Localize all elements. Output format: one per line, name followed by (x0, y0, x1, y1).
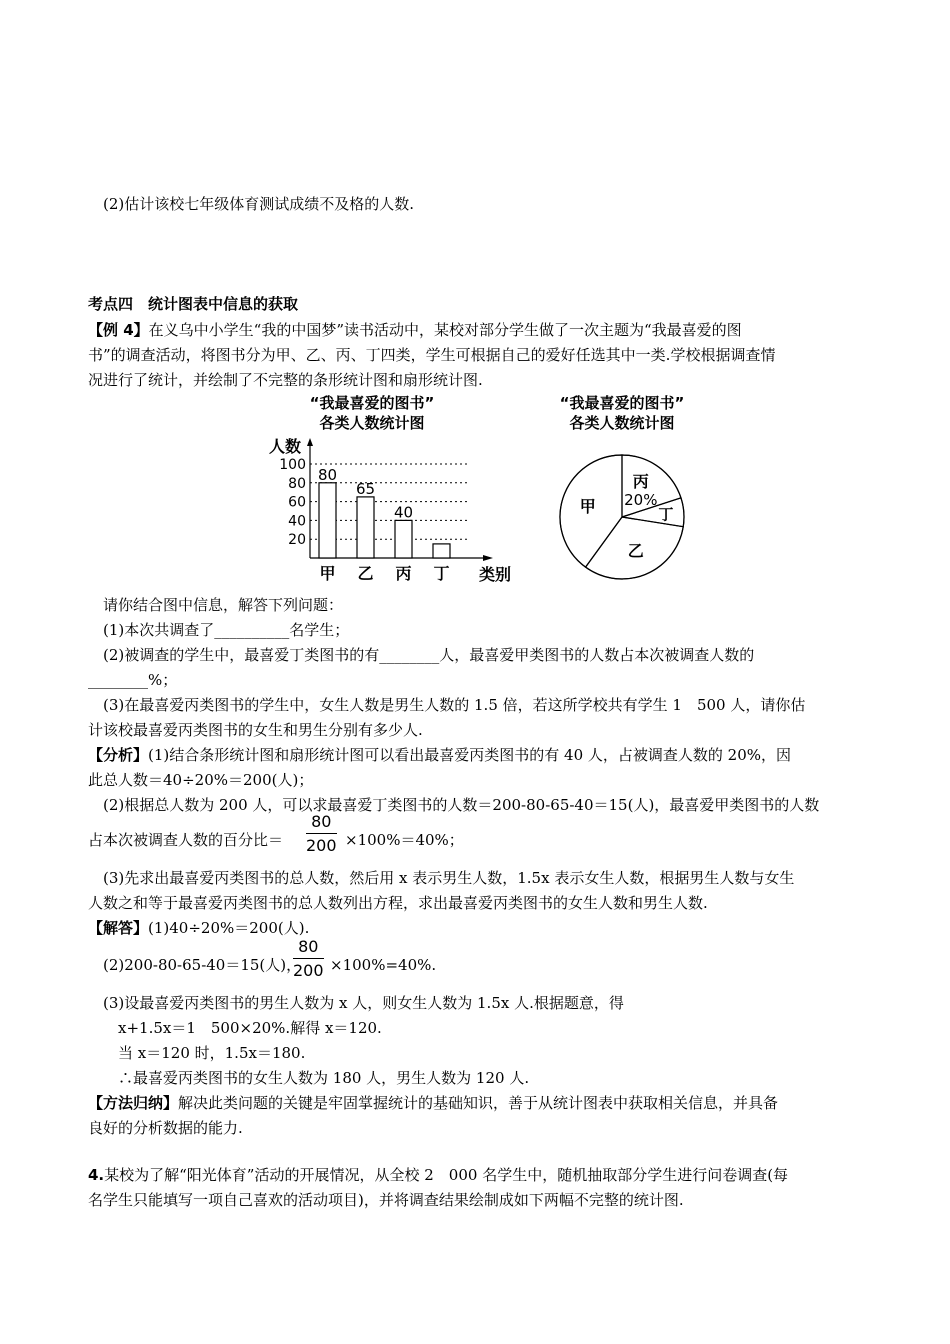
y-axis-label: 人数 (268, 437, 302, 456)
pie-label: 甲 (579, 496, 596, 516)
example-tag: 【例 4】 (88, 321, 149, 339)
analysis-line-3: (2)根据总人数为 200 人，可以求最喜爱丁类图书的人数＝200-80-65-40＝15(人)，最喜爱甲类图书的人数 (103, 796, 820, 814)
question-2-line-1: (2)被调查的学生中，最喜爱丁类图书的有________人，最喜爱甲类图书的人数占本次被调查人数的 (103, 646, 755, 664)
analysis-line-4-tail: ×100%＝40%； (345, 831, 464, 849)
analysis-fraction-denominator: 200 (306, 836, 337, 855)
bar (395, 520, 412, 558)
problem-4-line-1 (88, 1165, 788, 1185)
analysis-fraction-numerator: 80 (306, 812, 337, 834)
analysis-line-5: (3)先求出最喜爱丙类图书的总人数，然后用 x 表示男生人数，1.5x 表示女生人数，根据男生人数与女生 (103, 869, 795, 887)
answer-fraction-denominator: 200 (293, 961, 324, 980)
bar (357, 497, 374, 558)
pie-label: 丙 (632, 472, 649, 492)
example-line-3: 况进行了统计，并绘制了不完整的条形统计图和扇形统计图. (88, 371, 483, 389)
example-text-1: 在义乌中小学生“我的中国梦”读书活动中，某校对部分学生做了一次主题为“我最喜爱的图 (148, 321, 742, 339)
method-text-1: 解决此类问题的关键是牢固掌握统计的基础知识，善于从统计图表中获取相关信息，并具备 (178, 1094, 779, 1112)
pie-chart-title (522, 393, 722, 433)
pie-chart (555, 450, 690, 585)
question-1: (1)本次共调查了__________名学生； (103, 621, 350, 639)
x-axis-arrow (483, 555, 493, 561)
analysis-text-1: (1)结合条形统计图和扇形统计图可以看出最喜爱丙类图书的有 40 人，占被调查人数的 20%，因 (148, 746, 791, 764)
answer-line-5: 当 x＝120 时，1.5x＝180. (118, 1044, 306, 1062)
question-2-line-2: ________%； (88, 671, 178, 689)
y-tick-label: 60 (288, 494, 306, 511)
y-tick-label: 80 (288, 475, 306, 492)
x-tick-label: 丙 (395, 564, 412, 583)
analysis-text-4: 占本次被调查人数的百分比＝ (88, 831, 284, 849)
bar-data-label: 65 (355, 479, 376, 498)
answer-line-1 (88, 918, 309, 938)
problem-4-number: 4. (88, 1166, 105, 1184)
pie-chart-title-line-2: 各类人数统计图 (569, 414, 675, 432)
method-line-1 (88, 1093, 778, 1113)
x-tick-label: 乙 (357, 564, 374, 583)
y-axis-arrow (307, 438, 313, 446)
previous-question-2: (2)估计该校七年级体育测试成绩不及格的人数. (103, 195, 415, 213)
bar-chart-title-line-1: “我最喜爱的图书” (309, 394, 435, 412)
question-3-line-2: 计该校最喜爱丙类图书的女生和男生分别有多少人. (88, 721, 423, 739)
answer-tag: 【解答】 (88, 919, 149, 937)
section-title: 考点四 统计图表中信息的获取 (88, 295, 299, 313)
example-line-2: 书”的调查活动，将图书分为甲、乙、丙、丁四类，学生可根据自己的爱好任选其中一类.学校根据调查情 (88, 346, 776, 364)
bar (319, 483, 336, 558)
x-axis-label: 类别 (478, 565, 512, 584)
analysis-line-4 (88, 830, 283, 850)
answer-line-3: (3)设最喜爱丙类图书的男生人数为 x 人，则女生人数为 1.5x 人.根据题意，得 (103, 994, 624, 1012)
problem-4-line-2: 名学生只能填写一项自己喜欢的活动项目)，并将调查结果绘制成如下两幅不完整的统计图. (88, 1191, 684, 1209)
bar-chart (255, 430, 525, 590)
analysis-line-2: 此总人数＝40÷20%＝200(人)； (88, 771, 314, 789)
y-tick-label: 40 (288, 513, 306, 530)
method-line-2: 良好的分析数据的能力. (88, 1119, 243, 1137)
y-tick-label: 20 (288, 532, 306, 549)
pie-chart-title-line-1: “我最喜爱的图书” (559, 394, 685, 412)
bar-data-label: 80 (317, 465, 338, 484)
bar-chart-title (262, 393, 482, 433)
answer-line-2: (2)200-80-65-40＝15(人)， (103, 956, 302, 974)
answer-line-2-tail: ×100%=40%. (330, 956, 437, 974)
problem-4-text-1: 某校为了解“阳光体育”活动的开展情况，从全校 2 000 名学生中，随机抽取部分学生进行问卷调查(每 (104, 1166, 789, 1184)
answer-line-6: ∴最喜爱丙类图书的女生人数为 180 人，男生人数为 120 人. (118, 1069, 530, 1087)
y-tick-label: 100 (279, 457, 306, 473)
analysis-line-1 (88, 745, 791, 765)
method-tag: 【方法归纳】 (88, 1094, 179, 1112)
pie-label: 丁 (658, 505, 674, 524)
answer-line-4: x+1.5x＝1 500×20%.解得 x＝120. (118, 1019, 382, 1037)
bar (433, 544, 450, 558)
example-line-1 (88, 320, 742, 340)
answer-fraction-numerator: 80 (293, 937, 324, 959)
prompt: 请你结合图中信息，解答下列问题： (103, 596, 344, 614)
question-3-line-1: (3)在最喜爱丙类图书的学生中，女生人数是男生人数的 1.5 倍，若这所学校共有学生 1 500 人，请你估 (103, 696, 806, 714)
analysis-tag: 【分析】 (88, 746, 149, 764)
pie-label: 乙 (627, 541, 644, 561)
analysis-line-6: 人数之和等于最喜爱丙类图书的总人数列出方程，求出最喜爱丙类图书的女生人数和男生人数. (88, 894, 708, 912)
answer-fraction (293, 937, 324, 980)
analysis-fraction (306, 812, 337, 855)
bar-chart-title-line-2: 各类人数统计图 (319, 414, 425, 432)
x-tick-label: 丁 (433, 564, 450, 583)
pie-value-label: 20% (624, 491, 658, 510)
bar-data-label: 40 (393, 503, 414, 522)
x-tick-label: 甲 (319, 564, 336, 583)
answer-text-1: (1)40÷20%＝200(人). (148, 919, 310, 937)
